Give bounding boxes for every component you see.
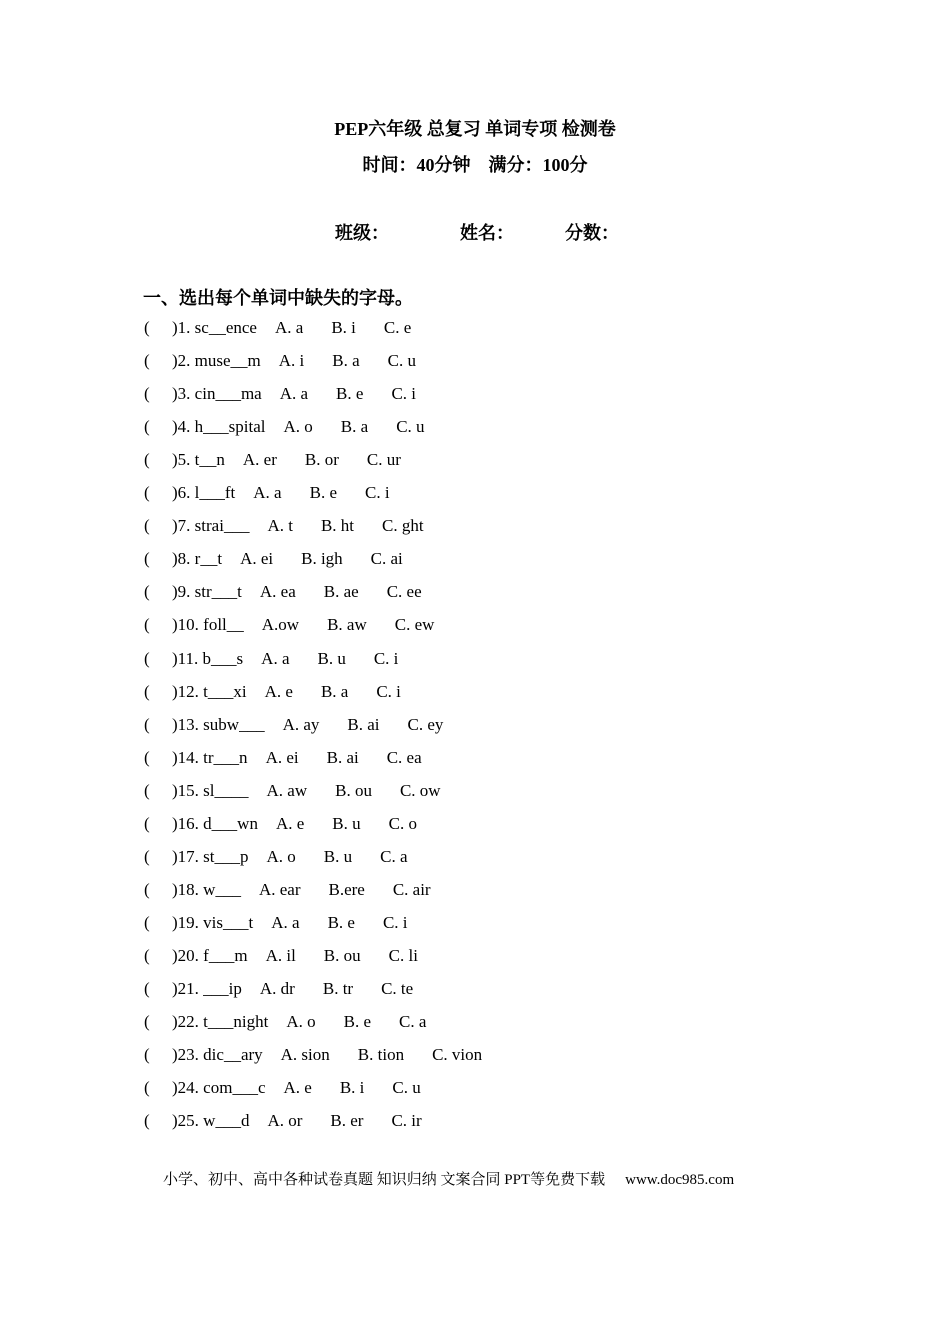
option-a: A. e [264,681,293,701]
question-row [144,1010,454,1034]
option-a: A. ay [282,714,320,734]
option-c: C. a [380,846,408,866]
option-b: B. ae [323,582,359,602]
question-word: w___ [203,879,241,899]
close-paren: ) [172,582,178,602]
option-c: C. li [388,945,418,965]
close-paren: ) [172,945,178,965]
question-number: 10. [177,615,199,635]
option-b: B. or [304,450,339,470]
question-word: t___night [203,1012,269,1032]
option-b: B. ou [323,945,361,965]
option-b: B. i [339,1078,365,1098]
question-row [144,349,444,373]
option-b: B. e [309,483,337,503]
question-word: t___xi [203,681,247,701]
answer-blank[interactable]: ( [144,813,150,833]
question-word: muse__m [194,351,261,371]
close-paren: ) [172,516,178,536]
question-word: vis___t [203,912,254,932]
answer-blank[interactable]: ( [144,747,150,767]
question-number: 23. [177,1045,199,1065]
option-c: C. i [365,483,390,503]
close-paren: ) [172,1078,178,1098]
question-word: l___ft [194,483,236,503]
question-row [144,1109,450,1133]
question-number: 3. [177,384,191,404]
option-c: C. ai [370,549,403,569]
question-word: dic__ary [203,1045,263,1065]
option-c: C. ew [394,615,435,635]
close-paren: ) [172,1045,178,1065]
option-c: C. i [382,912,408,932]
question-number: 12. [177,681,199,701]
option-c: C. i [373,648,399,668]
question-row [144,845,436,869]
option-b: B.ere [328,879,365,899]
close-paren: ) [172,681,178,701]
answer-blank[interactable]: ( [144,318,150,337]
question-word: com___c [203,1078,266,1098]
option-b: B. aw [327,615,367,635]
question-word: h___spital [194,417,266,437]
question-word: sc__ence [194,318,257,337]
answer-blank[interactable]: ( [144,615,150,635]
question-number: 4. [177,417,191,437]
close-paren: ) [172,846,178,866]
option-a: A. sion [280,1045,330,1065]
answer-blank[interactable]: ( [144,417,150,437]
question-row [144,812,445,836]
option-b: B. a [332,351,360,371]
question-word: sl____ [203,780,249,800]
question-row [144,580,450,604]
question-row [144,382,444,406]
close-paren: ) [172,879,178,899]
question-word: cin___ma [194,384,262,404]
question-row [144,713,471,737]
question-row [144,448,429,472]
question-number: 5. [177,450,191,470]
question-word: strai___ [194,516,250,536]
option-a: A. a [261,648,290,668]
option-c: C. ur [366,450,401,470]
close-paren: ) [172,351,178,371]
answer-blank[interactable]: ( [144,450,150,470]
close-paren: ) [172,912,178,932]
option-a: A. a [274,318,304,337]
question-number: 1. [177,318,191,337]
option-b: B. ai [326,747,359,767]
question-number: 11. [177,648,199,668]
option-c: C. ow [399,780,441,800]
answer-blank[interactable]: ( [144,351,150,371]
close-paren: ) [172,417,178,437]
option-b: B. a [340,417,369,437]
option-a: A. a [271,912,300,932]
option-b: B. ai [347,714,380,734]
option-b: B. ou [335,780,372,800]
option-a: A. dr [259,979,295,998]
question-word: subw___ [203,714,265,734]
question-row [144,680,429,704]
close-paren: ) [172,615,178,635]
question-row [144,316,439,340]
answer-blank[interactable]: ( [144,384,150,404]
time-score-line: 时间：40分钟 满分：100分 [362,155,588,175]
option-c: C. u [392,1078,421,1098]
close-paren: ) [172,747,178,767]
close-paren: ) [172,1111,178,1131]
answer-blank[interactable]: ( [144,582,150,602]
answer-blank[interactable]: ( [144,846,150,866]
option-b: B. u [323,846,353,866]
option-a: A. ear [258,879,301,899]
option-a: A. a [279,384,309,404]
question-row [144,481,418,505]
option-c: C. u [396,417,425,437]
option-a: A. e [283,1078,312,1098]
option-c: C. ey [407,714,444,734]
option-b: B. e [343,1012,372,1032]
close-paren: ) [172,450,178,470]
option-b: B. er [330,1111,364,1131]
option-a: A. er [242,450,277,470]
option-a: A. a [253,483,282,503]
question-word: r__t [194,549,223,569]
question-row [144,944,446,968]
close-paren: ) [172,483,178,503]
close-paren: ) [172,979,178,998]
footer-url: www.doc985.com [625,1172,735,1188]
question-number: 16. [177,813,199,833]
option-b: B. e [327,912,355,932]
question-number: 8. [177,549,191,569]
option-b: B. e [336,384,364,404]
question-row [144,547,431,571]
question-row [144,911,436,935]
option-c: C. air [392,879,431,899]
answer-blank[interactable]: ( [144,714,150,734]
option-c: C. i [376,681,401,701]
answer-blank[interactable]: ( [144,516,150,536]
question-number: 7. [177,516,191,536]
option-c: C. a [399,1012,427,1032]
class-label: 班级： [335,223,389,243]
option-c: C. i [391,384,416,404]
answer-blank[interactable]: ( [144,681,150,701]
close-paren: ) [172,714,178,734]
answer-blank[interactable]: ( [144,879,150,899]
answer-blank[interactable]: ( [144,648,150,668]
question-number: 18. [177,879,199,899]
option-a: A. or [267,1111,303,1131]
option-c: C. u [387,351,417,371]
question-word: t__n [194,450,225,470]
option-a: A.ow [261,615,300,635]
answer-blank[interactable]: ( [144,483,150,503]
question-number: 2. [177,351,191,371]
footer [163,1168,734,1189]
close-paren: ) [172,813,178,833]
answer-blank[interactable]: ( [144,912,150,932]
option-a: A. ei [240,549,274,569]
question-number: 6. [177,483,191,503]
question-row [144,977,441,1001]
score-label: 分数： [565,223,619,243]
question-number: 19. [177,912,199,932]
answer-blank[interactable]: ( [144,1012,150,1032]
close-paren: ) [172,780,178,800]
question-word: foll__ [203,615,244,635]
question-row [144,613,462,637]
option-c: C. te [381,979,414,998]
name-label: 姓名： [460,223,514,243]
close-paren: ) [172,318,178,337]
question-row [144,878,459,902]
option-a: A. aw [266,780,308,800]
answer-blank[interactable]: ( [144,945,150,965]
question-word: tr___n [203,747,248,767]
option-c: C. ee [386,582,422,602]
option-a: A. e [275,813,305,833]
question-word: str___t [194,582,242,602]
close-paren: ) [172,549,178,569]
question-row [144,746,450,770]
question-word: w___d [203,1111,250,1131]
question-number: 15. [177,780,199,800]
option-a: A. ea [259,582,296,602]
option-a: A. o [283,417,313,437]
option-b: B. tr [322,979,354,998]
option-a: A. o [286,1012,316,1032]
question-number: 9. [177,582,191,602]
option-c: C. o [388,813,417,833]
option-b: B. igh [301,549,343,569]
option-a: A. i [278,351,305,371]
option-b: B. i [331,318,356,337]
question-word: b___s [202,648,244,668]
close-paren: ) [172,1012,178,1032]
question-number: 24. [177,1078,199,1098]
option-c: C. e [383,318,412,337]
answer-blank[interactable]: ( [144,549,150,569]
question-word: f___m [203,945,248,965]
option-b: B. u [332,813,361,833]
option-b: B. u [317,648,346,668]
option-b: B. ht [320,516,355,536]
footer-text: 小学、初中、高中各种试卷真题 知识归纳 文案合同 PPT等免费下载 [163,1172,606,1188]
answer-blank[interactable]: ( [144,1111,150,1131]
question-word: d___wn [203,813,258,833]
question-row [144,779,469,803]
answer-blank[interactable]: ( [144,780,150,800]
answer-blank[interactable]: ( [144,1078,150,1098]
question-number: 25. [177,1111,199,1131]
question-row [144,415,453,439]
close-paren: ) [172,648,178,668]
question-number: 13. [177,714,199,734]
question-number: 22. [177,1012,199,1032]
question-row [144,647,426,671]
question-word: ___ip [203,979,242,998]
option-a: A. il [265,945,296,965]
question-number: 20. [177,945,199,965]
close-paren: ) [172,384,178,404]
option-a: A. ei [265,747,299,767]
answer-blank[interactable]: ( [144,1045,150,1065]
section-heading: 一、选出每个单词中缺失的字母。 [143,288,413,308]
answer-blank[interactable]: ( [144,979,150,998]
question-word: st___p [203,846,249,866]
question-row [144,514,452,538]
option-c: C. vion [432,1045,483,1065]
option-c: C. ght [382,516,424,536]
option-c: C. ir [391,1111,422,1131]
question-number: 17. [177,846,199,866]
option-b: B. tion [357,1045,405,1065]
option-a: A. o [266,846,296,866]
question-row [144,1076,449,1100]
option-b: B. a [320,681,349,701]
document-title: PEP六年级 总复习 单词专项 检测卷 [334,119,616,139]
question-number: 21. [177,979,199,998]
question-row [144,1043,510,1067]
question-number: 14. [177,747,199,767]
option-a: A. t [267,516,293,536]
option-c: C. ea [386,747,422,767]
